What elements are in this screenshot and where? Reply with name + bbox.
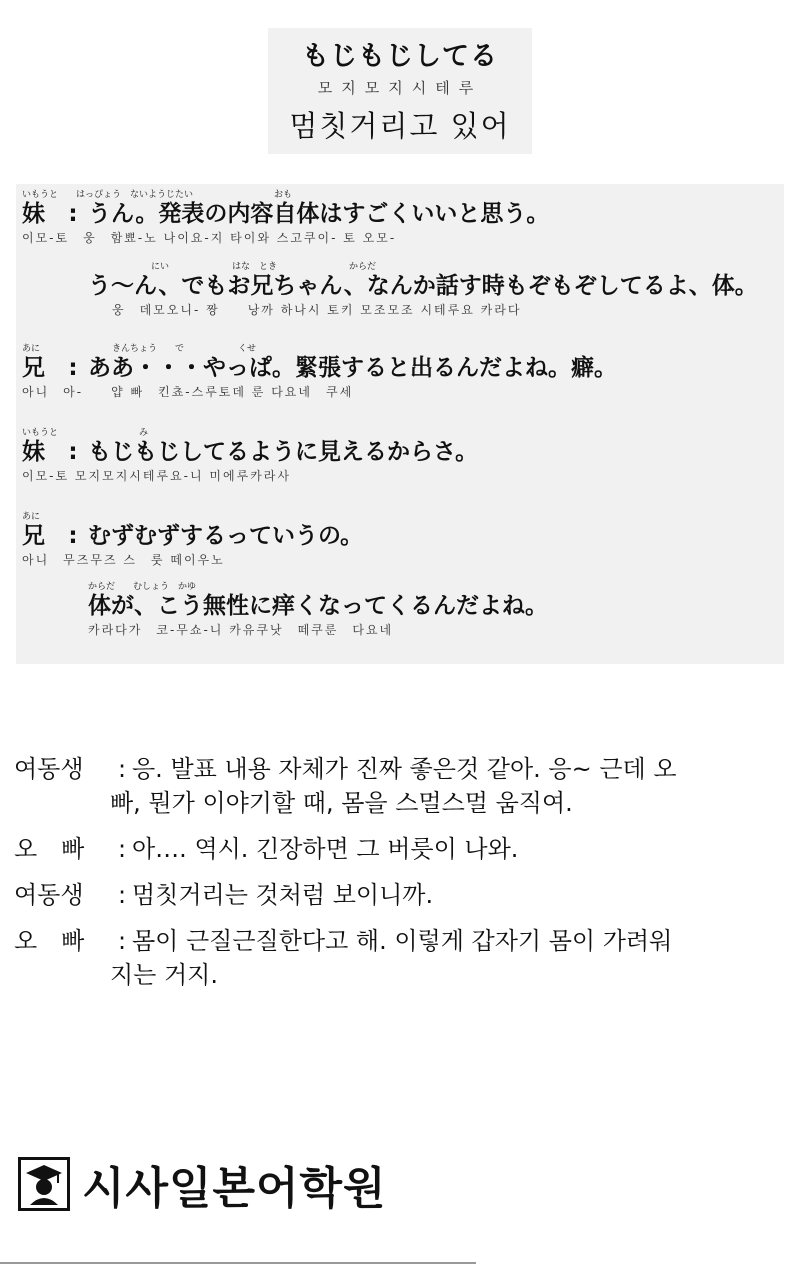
speaker-label: 여동생 <box>14 755 84 783</box>
translation-text: 몸이 근질근질한다고 해. 이렇게 갑자기 몸이 가려워 <box>132 927 673 955</box>
dialogue-line <box>88 582 548 638</box>
colon: : <box>68 523 78 549</box>
academy-name: 시사일본어학원 <box>82 1163 387 1214</box>
speaker-label: 兄 <box>22 355 45 381</box>
translation-row <box>14 878 794 912</box>
furigana: にい はな とき からだ <box>88 262 377 272</box>
translation-row <box>14 924 794 992</box>
furigana: いもうと み <box>22 428 149 438</box>
title-reading: 모지모지시테루 <box>317 79 483 97</box>
title-japanese: もじもじしてる <box>302 41 498 72</box>
translation-continuation: 지는 거지. <box>110 961 218 989</box>
speaker-label: 妹 <box>22 439 45 465</box>
colon: : <box>118 755 127 783</box>
furigana: いもうと はっぴょう ないようじたい おも <box>22 190 293 200</box>
translation-row <box>14 752 794 820</box>
graduate-icon <box>18 1157 70 1211</box>
dialogue-text: う～ん、でもお兄ちゃん、なんか話す時もぞもぞしてるよ、体。 <box>88 273 758 299</box>
korean-reading: 아니 아- 얍 빠 킨쵸-스루토데 룬 다요네 쿠세 <box>22 385 354 399</box>
dialogue-text: ああ・・・やっぱ。緊張すると出るんだよね。癖。 <box>88 355 617 381</box>
colon: : <box>68 439 78 465</box>
colon: : <box>118 881 127 909</box>
dialogue-text: うん。発表の内容自体はすごくいいと思う。 <box>88 201 550 227</box>
speaker-label: 오 빠 <box>14 835 85 863</box>
translation-text: 멈칫거리는 것처럼 보이니까. <box>132 881 434 909</box>
colon: : <box>118 927 127 955</box>
colon: : <box>68 201 78 227</box>
colon: : <box>118 835 127 863</box>
speaker-label: 兄 <box>22 523 45 549</box>
dialogue-line <box>22 512 363 568</box>
dialogue-line <box>88 262 758 318</box>
dialogue-text: むずむずするっていうの。 <box>88 523 364 549</box>
translation-text: 아…. 역시. 긴장하면 그 버릇이 나와. <box>132 835 519 863</box>
speaker-label: 妹 <box>22 201 45 227</box>
dialogue-text: 体が、こう無性に痒くなってくるんだよね。 <box>88 593 548 619</box>
title-box <box>268 28 532 154</box>
korean-reading: 웅 데모오니- 짱 낭까 하나시 토키 모조모조 시테루요 카라다 <box>112 303 522 317</box>
bottom-divider <box>0 1262 476 1264</box>
furigana: あに きんちょう で くせ <box>22 344 257 354</box>
korean-reading: 이모-토 웅 함뾰-노 나이요-지 타이와 스고쿠이- 토 오모- <box>22 231 397 245</box>
korean-reading: 이모-토 모지모지시테루요-니 미에루카라사 <box>22 469 291 483</box>
colon: : <box>68 355 78 381</box>
dialogue-line <box>22 344 617 400</box>
dialogue-line <box>22 190 549 246</box>
translation-row <box>14 832 794 866</box>
speaker-label: 오 빠 <box>14 927 85 955</box>
translation-block <box>14 752 794 1004</box>
furigana: からだ むしょう かゆ <box>88 582 197 592</box>
speaker-label: 여동생 <box>14 881 84 909</box>
translation-text: 응. 발표 내용 자체가 진짜 좋은것 같아. 응~ 근데 오 <box>132 755 677 783</box>
title-korean: 멈칫거리고 있어 <box>289 109 511 143</box>
dialogue-text: もじもじしてるように見えるからさ。 <box>88 439 479 465</box>
dialogue-box <box>16 184 784 664</box>
furigana: あに <box>22 512 41 522</box>
translation-continuation: 빠, 뭔가 이야기할 때, 몸을 스멀스멀 움직여. <box>110 789 573 817</box>
korean-reading: 아니 무즈무즈 스 룻 떼이우노 <box>22 553 225 567</box>
academy-logo <box>18 1152 387 1216</box>
korean-reading: 카라다가 코-무쇼-니 카유쿠낫 떼쿠룬 다요네 <box>88 623 394 637</box>
dialogue-line <box>22 428 478 484</box>
